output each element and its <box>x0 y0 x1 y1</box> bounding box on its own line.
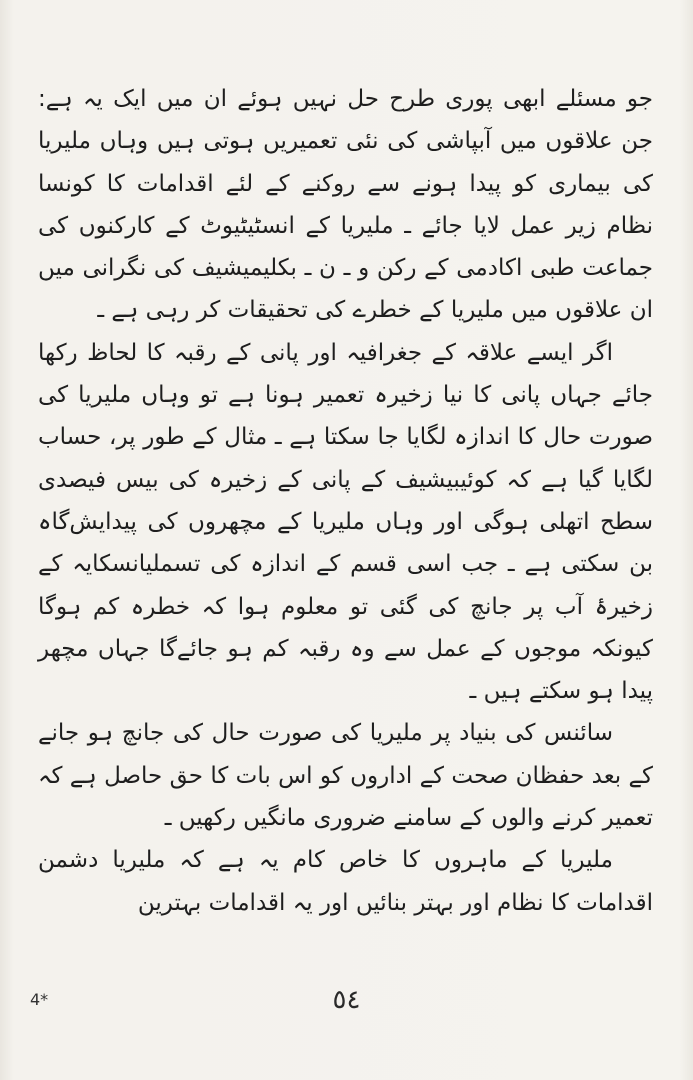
body-text <box>38 78 653 924</box>
paragraph-2: اگر ایسے علاقہ کے جغرافیہ اور پانی کے رقبہ کا لحاظ رکھا جائے جہاں پانی کا نیا زخیرہ تعمیر ہونا ہے تو وہاں ملیریا کی صورت حال کا اندازہ لگایا جا سکتا ہے ـ مثال کے طور پر، حساب لگایا گیا ہے کہ کوئیبیشیف کے پانی کے زخیرہ کی بیس فیصدی سطح اتھلی ہوگی اور وہاں ملیریا کے مچھروں کی پیدایش‌گاہ بن سکتی ہے ـ جب اسی قسم کے اندازہ کی تسملیانسکایہ کے زخیرۂ آب پر جانچ کی گئی تو معلوم ہوا کہ خطرہ کم ہوگا کیونکہ موجوں کے عمل سے وہ رقبہ کم ہو جائےگا جہاں مچھر پیدا ہو سکتے ہیں ـ <box>38 339 653 705</box>
page-number: ٥٤ <box>332 985 361 1015</box>
paragraph-1: جو مسئلے ابھی پوری طرح حل نہیں ہوئے ان میں ایک یہ ہے: جن علاقوں میں آبپاشی کی نئی تعمیریں ہوتی ہیں وہاں ملیریا کی بیماری کو پیدا ہونے سے روکنے کے لئے اقدامات کا کونسا نظام زیر عمل لایا جائے ـ ملیریا کے انسٹیٹیوٹ کے کارکنوں کی جماعت طبی اکادمی کے رکن و ـ ن ـ بکلیمیشیف کی نگرانی میں ان علاقوں میں ملیریا کے خطرے کی تحقیقات کر رہی ہے ـ <box>38 86 653 324</box>
paragraph-4: ملیریا کے ماہروں کا خاص کام یہ ہے کہ ملیریا دشمن اقدامات کا نظام اور بہتر بنائیں اور یہ اقدامات بہترین <box>38 847 653 916</box>
printer-signature-mark: 4* <box>30 990 49 1009</box>
paragraph-3: سائنس کی بنیاد پر ملیریا کی صورت حال کی جانچ ہو جانے کے بعد حفظان صحت کے اداروں کو اس بات کا حق حاصل ہے کہ تعمیر کرنے والوں کے سامنے ضروری مانگیں رکھیں ـ <box>38 720 653 832</box>
